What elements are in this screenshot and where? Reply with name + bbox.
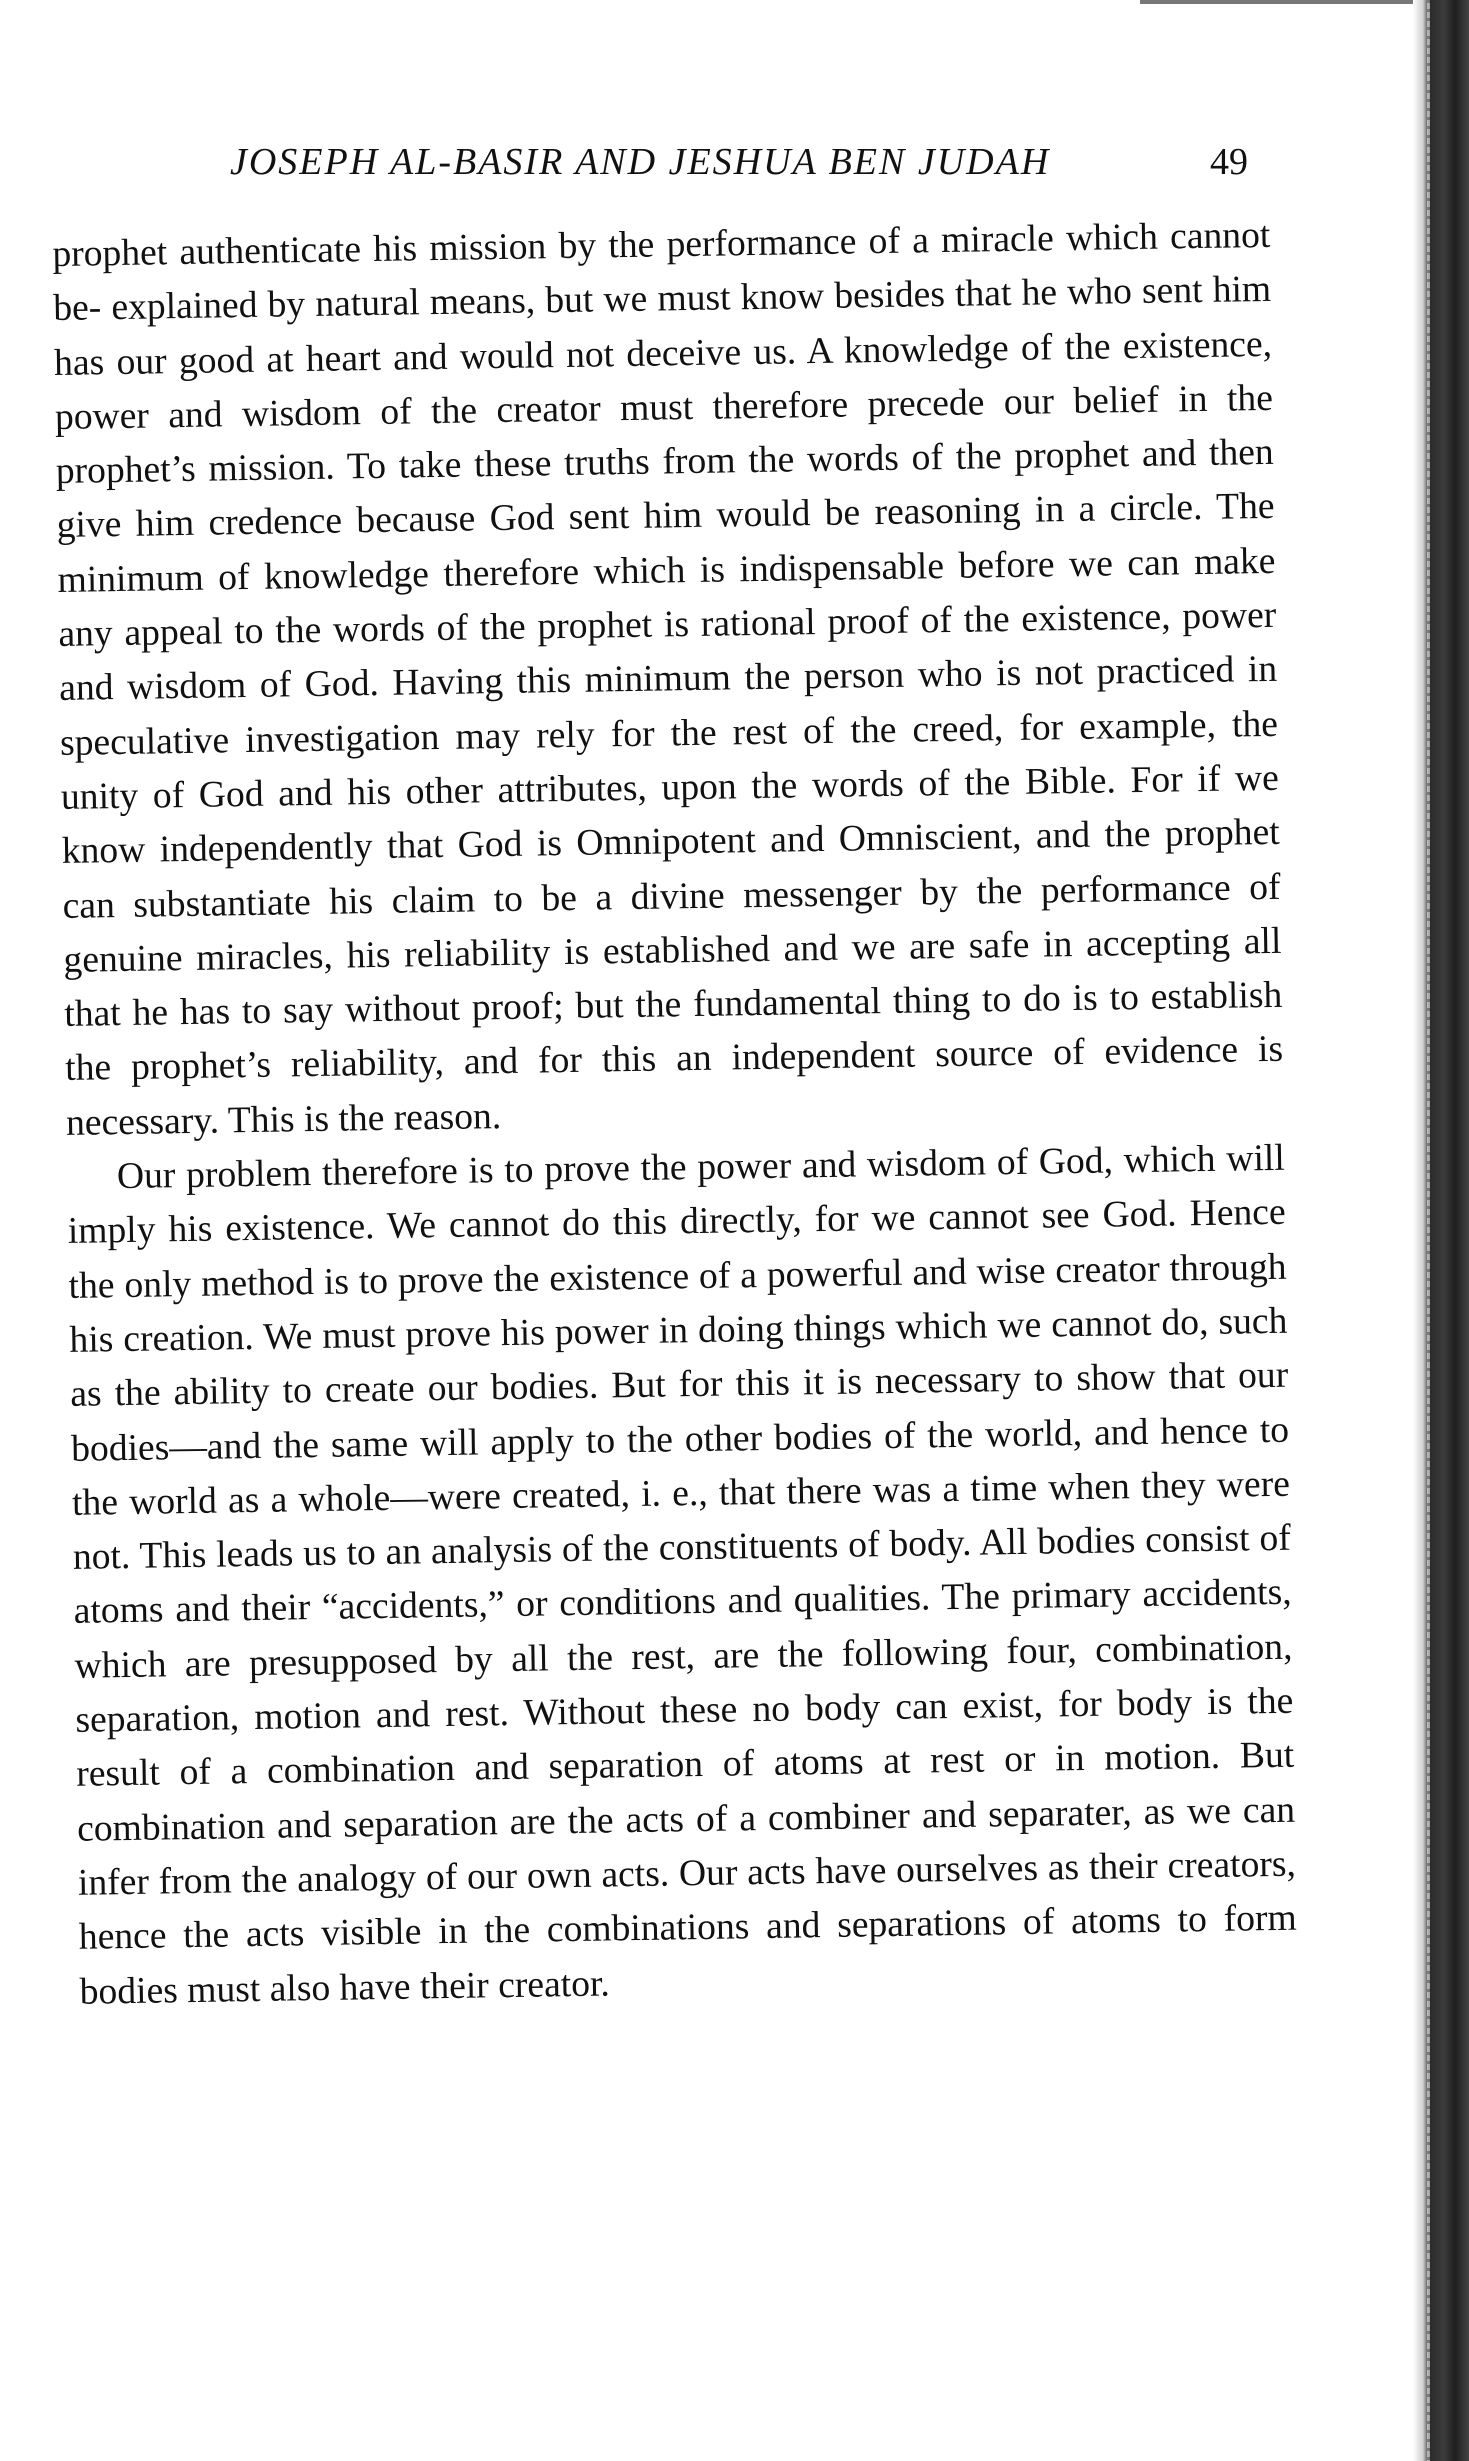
- binding-edge: [1413, 0, 1469, 2461]
- paragraph-2: Our problem therefore is to prove the power and wisdom of God, which will imply his existence. We cannot do this directly, for we cannot see God. Hence the only method is to prove the existence of a powerful and wise creator through his creation. We must prove his power in doing things which we cannot do, such as the ability to create our bodies. But for this it is necessary to show that our bodies—and the same will apply to the other bodies of the world, and hence to the world as a whole—were created, i. e., that there was a time when they were not. This leads us to an analysis of the constituents of body. All bodies consist of atoms and their “accidents,” or conditions and qualities. The primary accidents, which are presupposed by all the rest, are the following four, combination, separation, motion and rest. Without these no body can exist, for body is the result of a combination and separation of atoms at rest or in motion. But combination and separation are the acts of a combiner and separater, as we can infer from the analogy of our own acts. Our acts have ourselves as their creators, hence the acts visible in the combinations and separations of atoms to form bodies must also have their creator.: [67, 1137, 1298, 2013]
- running-title: JOSEPH AL-BASIR AND JESHUA BEN JUDAH: [230, 141, 1051, 183]
- page-number: 49: [1210, 141, 1248, 183]
- paragraph-1: prophet authenticate his mission by the performance of a miracle which cannot be- explained by natural means, but we must know besides that he who sent him has our good at heart and would not deceive us. A knowledge of the existence, power and wisdom of the creator must therefore precede our belief in the prophet’s mission. To take these truths from the words of the prophet and then give him credence because God sent him would be reasoning in a circle. The minimum of knowledge therefore which is indispensable before we can make any appeal to the words of the prophet is rational proof of the existence, power and wisdom of God. Having this minimum the person who is not practiced in speculative investigation may rely for the rest of the creed, for example, the unity of God and his other attributes, upon the words of the Bible. For if we know independently that God is Omnipotent and Omniscient, and the prophet can substantiate his claim to be a divine messenger by the performance of genuine miracles, his reliability is established and we are safe in accepting all that he has to say without proof; but the fundamental thing to do is to establish the prophet’s reliability, and for this an independent source of evidence is necessary. This is the reason.: [52, 214, 1284, 1144]
- top-edge-rule: [1140, 0, 1420, 4]
- body-text: [52, 209, 1298, 2020]
- running-head: [60, 140, 1310, 200]
